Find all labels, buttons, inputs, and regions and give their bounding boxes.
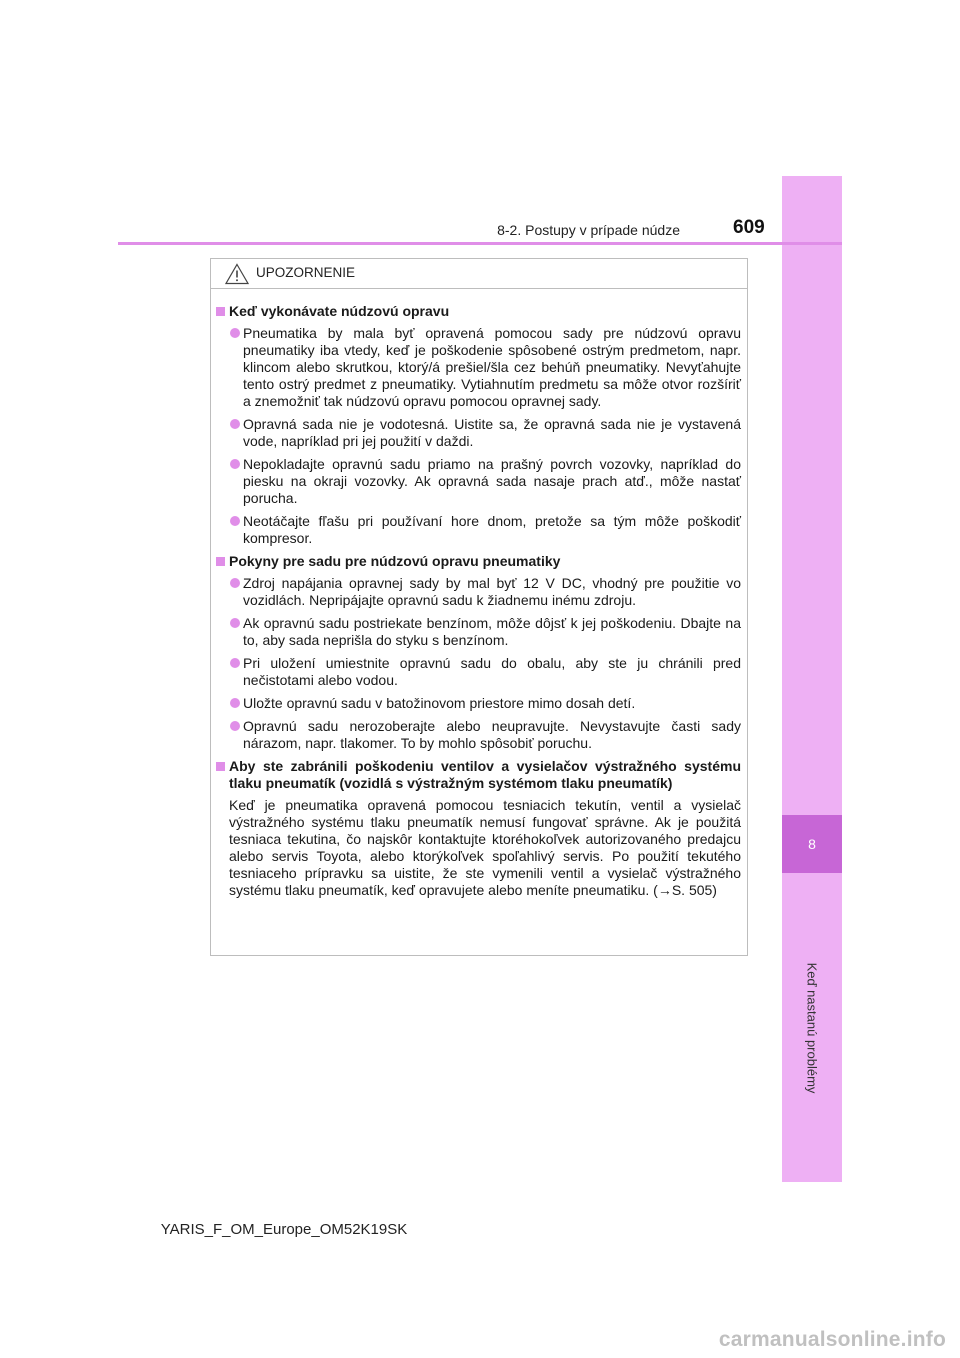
warning-triangle-icon [225, 263, 249, 285]
list-item: Nepokladajte opravnú sadu priamo na prašný povrch vozovky, napríklad do piesku na okraji vozovky. Ak opravná sada nasaje prach atď., môže nastať porucha. [216, 456, 741, 507]
square-bullet-icon [216, 762, 225, 771]
list-item: Opravnú sadu nerozoberajte alebo neupravujte. Nevystavujte časti sady nárazom, napr. tlakomer. To by mohlo spôsobiť poruchu. [216, 718, 741, 752]
round-bullet-icon [230, 328, 240, 338]
page-number: 609 [733, 217, 765, 238]
round-bullet-icon [230, 459, 240, 469]
round-bullet-icon [230, 516, 240, 526]
list-item: Opravná sada nie je vodotesná. Uistite sa, že opravná sada nie je vystavená vode, napríklad pri jej použití v daždi. [216, 416, 741, 450]
warning-box [210, 258, 748, 956]
list-item: Pri uložení umiestnite opravnú sadu do obalu, aby ste ju chránili pred nečistotami alebo vodou. [216, 655, 741, 689]
round-bullet-icon [230, 618, 240, 628]
list-item: Neotáčajte fľašu pri používaní hore dnom, pretože sa tým môže poškodiť kompresor. [216, 513, 741, 547]
section-heading: Keď vykonávate núdzovú opravu [216, 303, 741, 320]
document-code: YARIS_F_OM_Europe_OM52K19SK [160, 1221, 408, 1238]
list-item: Pneumatika by mala byť opravená pomocou sady pre núdzovú opravu pneumatiky iba vtedy, keď je poškodenie spôsobené ostrým predmetom, napr. klincom alebo skrutkou, ktorý/á prešiel/šla cez behúň pneumatiky. Nevyťahujte tento ostrý predmet z pneumatiky. Vytiahnutím predmetu sa môže otvor rozšíriť a znemožniť tak núdzovú opravu pomocou opravnej sady. [216, 325, 741, 410]
chapter-number: 8 [782, 815, 842, 873]
section-paragraph: Keď je pneumatika opravená pomocou tesniacich tekutín, ventil a vysielač výstražného systému tlaku pneumatík nemusí fungovať správne. Ak je použitá tesniaca tekutina, čo najskôr kontaktujte ktoréhokoľvek autorizovaného predajcu alebo servis Toyota, alebo ktorýkoľvek spoľahlivý servis. Po použití tekutého tesniaceho prípravku sa uistite, že ste vymenili ventil a vysielač výstražného systému tlaku pneumatík, keď opravujete alebo meníte pneumatiku. (→S. 505) [229, 797, 741, 898]
warning-title: UPOZORNENIE [256, 265, 356, 280]
round-bullet-icon [230, 578, 240, 588]
round-bullet-icon [230, 658, 240, 668]
square-bullet-icon [216, 307, 225, 316]
list-item: Zdroj napájania opravnej sady by mal byť 12 V DC, vhodný pre použitie vo vozidlách. Nepripájajte opravnú sadu k žiadnemu inému zdroju. [216, 575, 741, 609]
section-heading: Aby ste zabránili poškodeniu ventilov a vysielačov výstražného systému tlaku pneumatík (vozidlá s výstražným systémom tlaku pneumatík) [216, 758, 741, 792]
round-bullet-icon [230, 698, 240, 708]
watermark: carmanualsonline.info [718, 1328, 946, 1351]
round-bullet-icon [230, 721, 240, 731]
section-title: 8-2. Postupy v prípade núdze [497, 222, 680, 238]
round-bullet-icon [230, 419, 240, 429]
list-item: Uložte opravnú sadu v batožinovom priestore mimo dosah detí. [216, 695, 741, 712]
square-bullet-icon [216, 557, 225, 566]
chapter-label: Keď nastanú problémy [804, 962, 820, 1094]
header-rule [118, 242, 842, 245]
section-heading: Pokyny pre sadu pre núdzovú opravu pneumatiky [216, 553, 741, 570]
list-item: Ak opravnú sadu postriekate benzínom, môže dôjsť k jej poškodeniu. Dbajte na to, aby sada neprišla do styku s benzínom. [216, 615, 741, 649]
warning-header [211, 259, 747, 289]
warning-body [211, 289, 747, 899]
